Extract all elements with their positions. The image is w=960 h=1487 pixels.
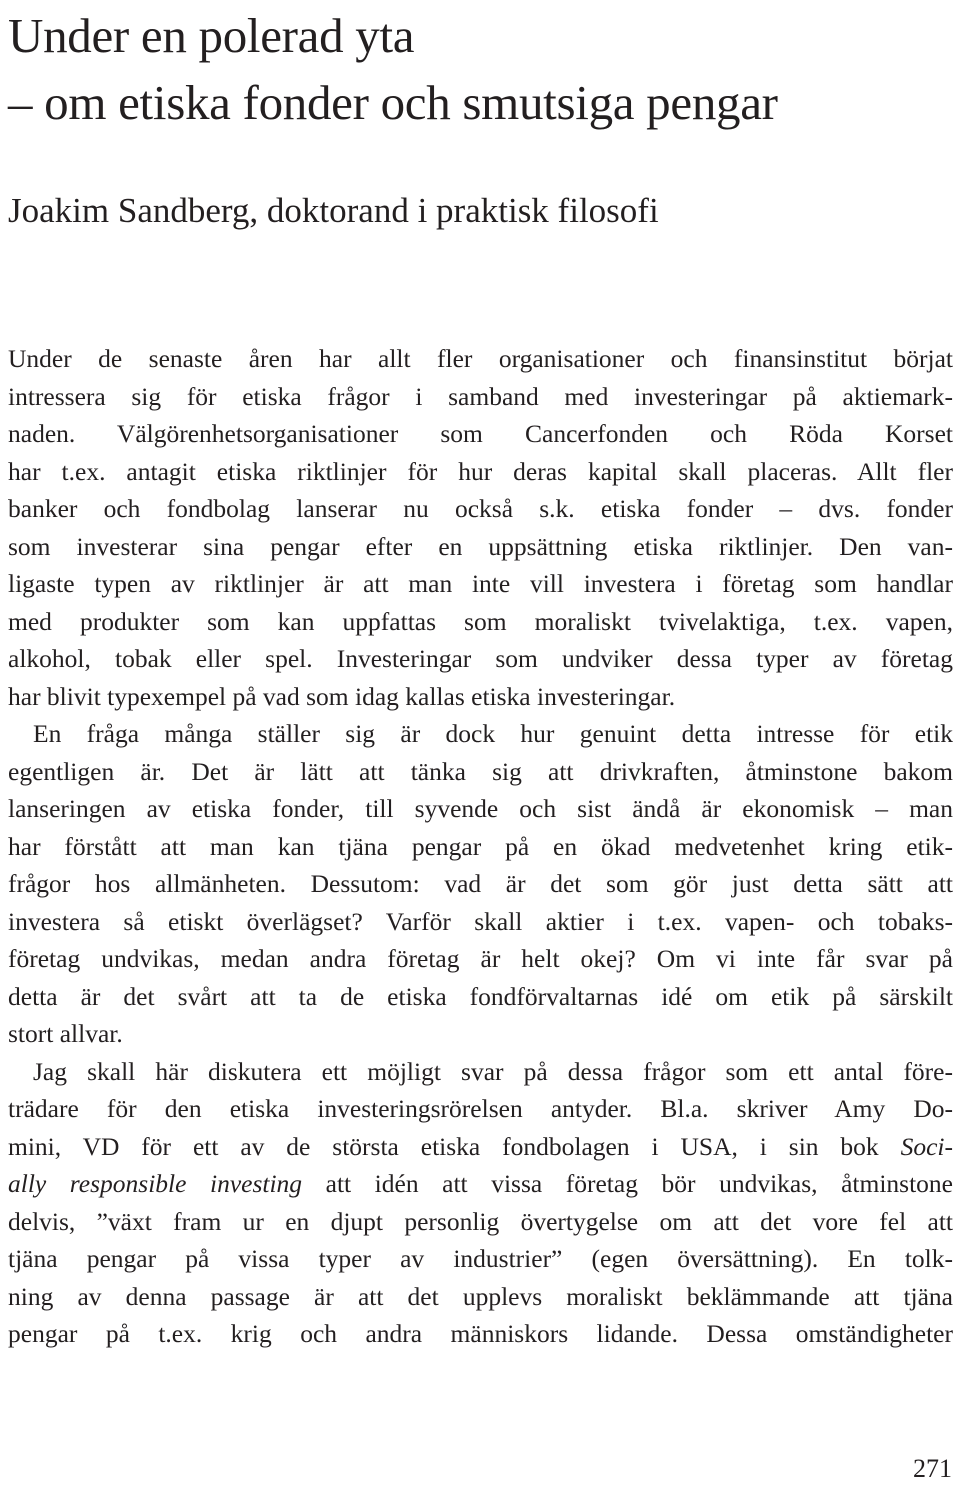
text-line [8, 1165, 953, 1203]
text-line [8, 1128, 953, 1166]
text-line: företag undvikas, medan andra företag är helt okej? Om vi inte får svar på [8, 944, 953, 973]
text-line: intressera sig för etiska frågor i samband med investeringar på aktiemark- [8, 381, 953, 411]
text-line: med produkter som kan uppfattas som moraliskt tvivelaktiga, t.ex. vapen, [8, 606, 953, 636]
text-line: har förstått att man kan tjäna pengar på en ökad medvetenhet kring etik- [8, 831, 953, 861]
book-title-part-1: Soci- [900, 1131, 953, 1161]
text-line: Jag skall här diskutera ett möjligt svar på dessa frågor som ett antal före- [33, 1056, 953, 1086]
text-line: trädare för den etiska investeringsrörelsen antyder. Bl.a. skriver Amy Do- [8, 1094, 953, 1123]
paragraph-2 [8, 715, 953, 1053]
text-line: banker och fondbolag lanserar nu också s.k. etiska fonder – dvs. fonder [8, 494, 953, 523]
text-line: Under de senaste åren har allt fler organisationer och finansinstitut börjat [8, 344, 953, 373]
paragraph-3 [8, 1053, 953, 1353]
book-title-part-2: ally responsible investing [8, 1169, 303, 1198]
title-line-2: – om etiska fonder och smutsiga pengar [8, 75, 778, 130]
text-line: har blivit typexempel på vad som idag kallas etiska investeringar. [8, 681, 676, 711]
text-line: ligaste typen av riktlinjer är att man inte vill investera i företag som handlar [8, 569, 953, 598]
text-line: alkohol, tobak eller spel. Investeringar som undviker dessa typer av företag [8, 644, 953, 673]
text-line: lanseringen av etiska fonder, till syvende och sist ändå är ekonomisk – man [8, 794, 953, 823]
text-line: naden. Välgörenhetsorganisationer som Cancerfonden och Röda Korset [8, 419, 953, 448]
article-body [8, 340, 953, 1353]
text-line: ning av denna passage är att det upplevs moraliskt beklämmande att tjäna [8, 1281, 953, 1311]
paragraph-1 [8, 340, 953, 715]
article-author: Joakim Sandberg, doktorand i praktisk filosofi [8, 191, 659, 230]
article-title [8, 2, 953, 136]
text-line: som investerar sina pengar efter en uppsättning etiska riktlinjer. Den van- [8, 531, 953, 561]
text-line: tjäna pengar på vissa typer av industrier” (egen översättning). En tolk- [8, 1244, 953, 1273]
text-line: stort allvar. [8, 1019, 123, 1048]
text-line: investera så etiskt överlägset? Varför skall aktier i t.ex. vapen- och tobaks- [8, 906, 953, 936]
text-line: detta är det svårt att ta de etiska fondförvaltarnas idé om etik på särskilt [8, 981, 953, 1011]
text-run: mini, VD för ett av de största etiska fondbolagen i USA, i sin bok [8, 1131, 901, 1161]
page-number: 271 [913, 1454, 952, 1483]
text-line: delvis, ”växt fram ur en djupt personlig övertygelse om att det vore fel att [8, 1206, 953, 1236]
text-line: egentligen är. Det är lätt att tänka sig att drivkraften, åtminstone bakom [8, 756, 953, 786]
text-run: att idén att vissa företag bör undvikas, åtminstone [302, 1169, 953, 1198]
text-line: pengar på t.ex. krig och andra människors lidande. Dessa omständigheter [8, 1319, 953, 1348]
title-line-1: Under en polerad yta [8, 8, 415, 63]
text-line: har t.ex. antagit etiska riktlinjer för hur deras kapital skall placeras. Allt fler [8, 456, 953, 486]
text-line: frågor hos allmänheten. Dessutom: vad är det som gör just detta sätt att [8, 869, 953, 898]
text-line: En fråga många ställer sig är dock hur genuint detta intresse för etik [33, 719, 953, 748]
